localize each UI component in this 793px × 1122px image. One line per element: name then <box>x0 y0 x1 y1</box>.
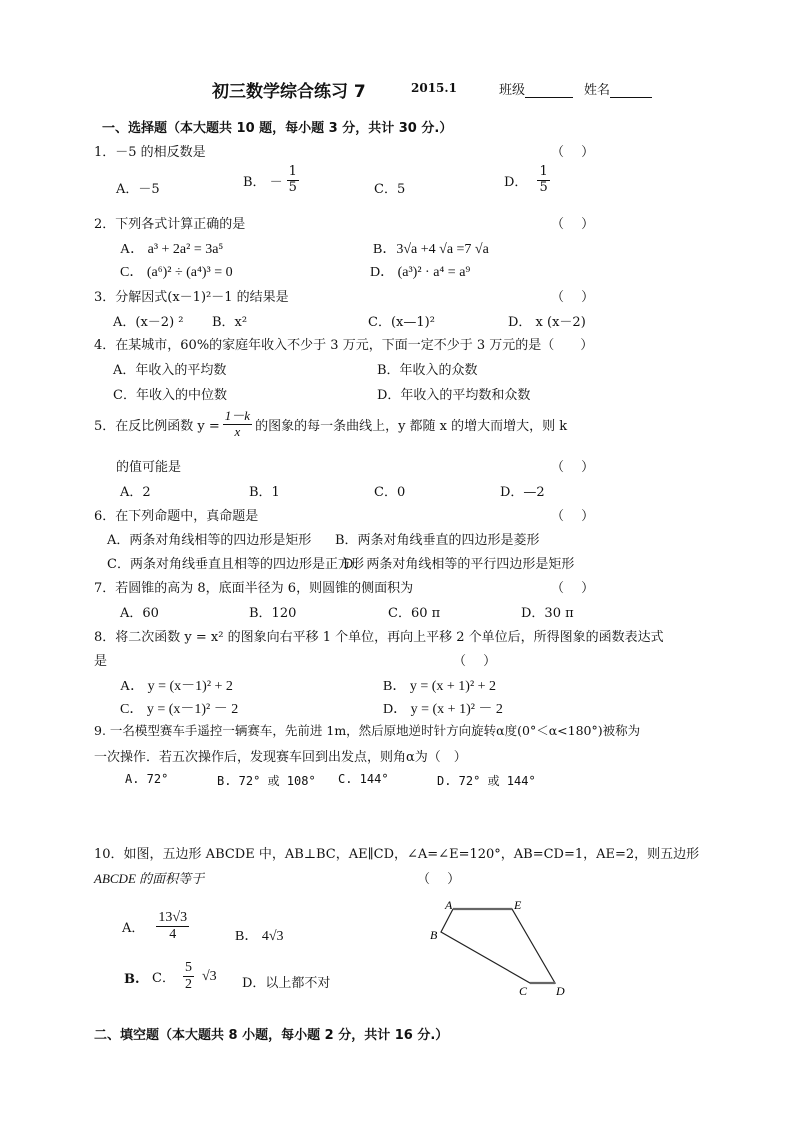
q5-option-a: A．2 <box>120 485 151 500</box>
q8-stem: 8．将二次函数 y = x² 的图象向右平移 1 个单位，再向上平移 2 个单位后，所得图象的函数表达式 <box>94 630 664 645</box>
name-field[interactable] <box>584 79 652 98</box>
q10-stray-mark: B. <box>124 972 140 987</box>
q3-option-d: D． x (x－2) <box>508 315 586 330</box>
q1-option-b: B． － $\frac{1}{5}$ <box>243 164 297 195</box>
q7-answer-paren[interactable]: （ ） <box>551 581 595 596</box>
q4-option-a: A．年收入的平均数 <box>113 363 227 378</box>
q3-option-c: C．(x—1)² <box>368 315 435 330</box>
q1-option-c: C．5 <box>374 182 406 197</box>
vertex-label-b: B <box>430 928 438 942</box>
q4-option-c: C．年收入的中位数 <box>113 388 227 403</box>
q7-option-c: C．60 π <box>388 606 441 621</box>
q7-stem: 7．若圆锥的高为 8，底面半径为 6，则圆锥的侧面积为 <box>94 581 414 596</box>
q8-stem-line2: 是 <box>94 654 108 669</box>
q1-option-a: A．－5 <box>116 182 160 197</box>
q9-option-c: C. 144° <box>338 772 389 786</box>
vertex-label-c: C <box>519 984 528 998</box>
q7-option-b: B．120 <box>249 606 297 621</box>
q10-stem-line2: ABCDE 的面积等于 <box>94 871 205 886</box>
q4-option-d: D．年收入的平均数和众数 <box>377 388 531 403</box>
name-label: 姓名 <box>584 83 611 98</box>
q10-option-a: A． $\frac{13√3}{4}$ <box>122 910 188 943</box>
date: 2015.1 <box>411 81 457 95</box>
q4-option-b: B．年收入的众数 <box>377 363 478 378</box>
q7-option-d: D．30 π <box>521 606 574 621</box>
q8-option-c: C． y = (x－1)² － 2 <box>120 702 239 717</box>
q5-option-c: C．0 <box>374 485 406 500</box>
q5-option-b: B．1 <box>249 485 280 500</box>
q9-stem-line2: 一次操作．若五次操作后，发现赛车回到出发点，则角α为（ ） <box>94 750 467 765</box>
q6-option-a: A．两条对角线相等的四边形是矩形 <box>107 533 312 548</box>
q5-option-d: D．—2 <box>500 485 545 500</box>
q9-option-a: A. 72° <box>125 772 169 786</box>
name-blank[interactable] <box>610 83 652 98</box>
q6-answer-paren[interactable]: （ ） <box>551 509 595 524</box>
q1-stem: 1．－5 的相反数是 <box>94 145 206 160</box>
q10-option-d: D．以上都不对 <box>242 976 331 991</box>
q6-stem: 6．在下列命题中，真命题是 <box>94 509 259 524</box>
q10-option-c: C． $\frac{5}{2}$ √3 <box>152 960 217 993</box>
q3-option-b: B．x² <box>212 315 248 330</box>
class-label: 班级 <box>499 83 526 98</box>
q3-option-a: A．(x－2) ² <box>113 315 184 330</box>
vertex-label-a: A <box>445 898 453 912</box>
q5-stem-line2: 的值可能是 <box>116 460 182 475</box>
pentagon-figure <box>410 885 590 1005</box>
q6-option-d: D．两条对角线相等的平行四边形是矩形 <box>343 557 575 572</box>
q6-option-c: C．两条对角线垂直且相等的四边形是正方形 <box>107 557 364 572</box>
q8-answer-paren[interactable]: （ ） <box>453 654 497 669</box>
q1-answer-paren[interactable]: （ ） <box>551 145 595 160</box>
q2-stem: 2．下列各式计算正确的是 <box>94 217 246 232</box>
q3-stem: 3．分解因式(x－1)²－1 的结果是 <box>94 290 289 305</box>
section-heading-choice: 一、选择题（本大题共 10 题，每小题 3 分，共计 30 分.） <box>102 121 453 136</box>
q8-option-b: B． y = (x + 1)² + 2 <box>383 679 497 694</box>
q5-answer-paren[interactable]: （ ） <box>551 460 595 475</box>
q9-option-b: B. 72° 或 108° <box>217 774 316 788</box>
q10-option-b: B． 4√3 <box>235 929 284 944</box>
q9-option-d: D. 72° 或 144° <box>437 774 536 788</box>
q5-stem: 5．在反比例函数 y = $\frac{1-k}{x}$ 的图象的每一条曲线上，y 都随 x 的增大而增大，则 k <box>94 408 568 439</box>
q2-option-d: D． (a³)² · a⁴ = a⁹ <box>370 265 471 280</box>
q7-option-a: A．60 <box>120 606 159 621</box>
q3-answer-paren[interactable]: （ ） <box>551 290 595 305</box>
class-blank[interactable] <box>525 83 573 98</box>
vertex-label-e: E <box>514 898 522 912</box>
q8-option-d: D． y = (x + 1)² － 2 <box>383 702 503 717</box>
q4-stem: 4．在某城市，60%的家庭年收入不少于 3 万元，下面一定不少于 3 万元的是（ ） <box>94 338 594 353</box>
q2-answer-paren[interactable]: （ ） <box>551 217 595 232</box>
q2-option-b: B．3√a +4 √a =7 √a <box>373 242 489 257</box>
class-field[interactable] <box>499 79 573 98</box>
q6-option-b: B．两条对角线垂直的四边形是菱形 <box>335 533 540 548</box>
section-heading-fill-blank: 二、填空题（本大题共 8 小题，每小题 2 分，共计 16 分.） <box>94 1028 449 1043</box>
vertex-label-d: D <box>556 984 565 998</box>
q1-option-d: D． $\frac{1}{5}$ <box>504 164 548 195</box>
q10-stem: 10．如图，五边形 ABCDE 中，AB⊥BC，AE∥CD，∠A=∠E=120°，AB=CD=1，AE=2，则五边形 <box>94 847 700 862</box>
q10-answer-paren[interactable]: （ ） <box>417 872 461 887</box>
q2-option-c: C． (a⁶)² ÷ (a⁴)³ = 0 <box>120 265 233 280</box>
page-title: 初三数学综合练习 7 <box>212 82 366 102</box>
q8-option-a: A． y = (x－1)² + 2 <box>120 679 233 694</box>
q2-option-a: A． a³ + 2a² = 3a⁵ <box>120 242 224 257</box>
q9-stem: 9. 一名模型赛车手遥控一辆赛车，先前进 1m，然后原地逆时针方向旋转α度(0°＜α<180°)被称为 <box>94 723 641 738</box>
